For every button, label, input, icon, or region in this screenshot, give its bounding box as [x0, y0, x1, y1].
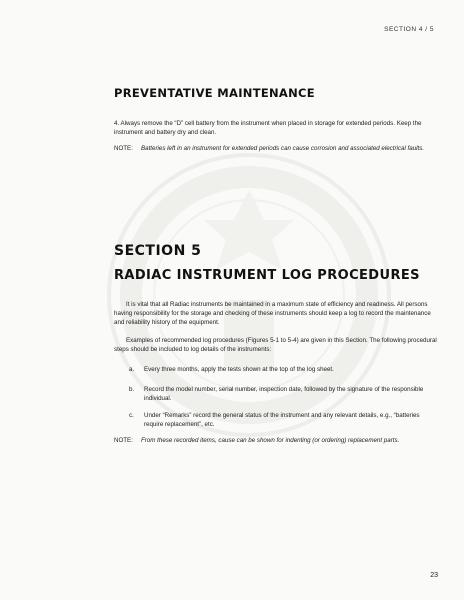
- list-item-text: Record the model number, serial number, inspection date, followed by the signature of the responsible individual.: [144, 386, 424, 402]
- radiac-log-title: RADIAC INSTRUMENT LOG PROCEDURES: [114, 268, 420, 283]
- note-text: From these recorded items, cause can be shown for indenting (or ordering) replacement parts.: [141, 437, 400, 444]
- list-item: [129, 366, 440, 375]
- note-text: Batteries left in an instrument for extended periods can cause corrosion and associated electrical faults.: [141, 145, 425, 152]
- section5-paragraph-2: Examples of recommended log procedures (Figures 5-1 to 5-4) are given in this Section. The following procedural steps should be included to log details of the instruments:: [114, 337, 437, 353]
- list-item-letter: b.: [129, 386, 135, 393]
- list-item-text: Under “Remarks” record the general status of the instrument and any relevant details, e.g., “batteries require replacement”, etc.: [144, 412, 420, 428]
- note-label: NOTE:: [114, 145, 133, 152]
- list-item: [129, 386, 440, 404]
- note-label: NOTE:: [114, 437, 133, 444]
- list-item-text: Every three months, apply the tests shown at the top of the log sheet.: [144, 366, 334, 373]
- section-5-heading: SECTION 5: [114, 243, 202, 259]
- list-item-letter: a.: [129, 366, 135, 373]
- list-item-letter: c.: [129, 412, 134, 419]
- preventative-maintenance-title: PREVENTATIVE MAINTENANCE: [114, 86, 315, 100]
- section5-paragraph-1: It is vital that all Radiac instruments be maintained in a maximum state of efficiency and readiness. All persons having responsibility for the storage and checking of these instruments should keep a log to record the maintenance and reliability history of the equipment.: [114, 301, 431, 326]
- list-item: [129, 412, 440, 430]
- section-tag: SECTION 4 / 5: [384, 26, 434, 33]
- section5-note: [114, 437, 440, 446]
- page-number: 23: [430, 572, 438, 579]
- maintenance-note: [114, 145, 440, 154]
- maintenance-paragraph: 4. Always remove the “D” cell battery from the instrument when placed in storage for extended periods. Keep the instrument and battery dry and clean.: [114, 120, 422, 136]
